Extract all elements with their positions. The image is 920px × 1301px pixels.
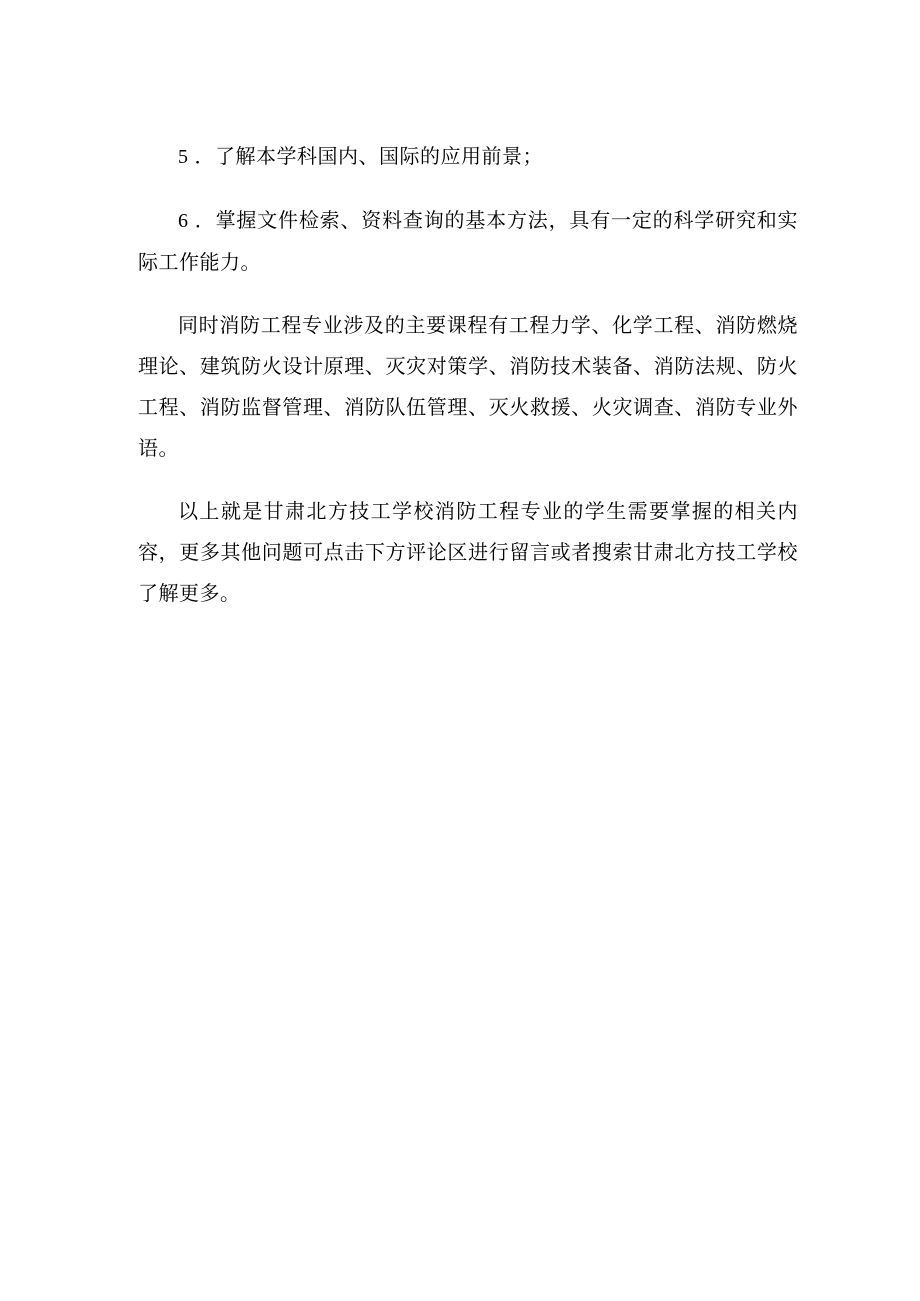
paragraph-courses: 同时消防工程专业涉及的主要课程有工程力学、化学工程、消防燃烧理论、建筑防火设计原理、灭灾对策学、消防技术装备、消防法规、防火工程、消防监督管理、消防队伍管理、灭火救援、火灾调查、消防专业外语。 — [138, 313, 798, 460]
document-body — [138, 136, 798, 614]
list-item-6 — [138, 200, 798, 283]
paragraph-conclusion: 以上就是甘肃北方技工学校消防工程专业的学生需要掌握的相关内容，更多其他问题可点击下方评论区进行留言或者搜索甘肃北方技工学校了解更多。 — [138, 499, 798, 605]
list-item-text: ．掌握文件检索、资料查询的基本方法，具有一定的科学研究和实际工作能力。 — [138, 208, 798, 274]
list-item-5 — [138, 136, 798, 178]
list-item-number: 5 — [178, 146, 189, 168]
list-item-text: ．了解本学科国内、国际的应用前景； — [194, 144, 543, 168]
list-item-number: 6 — [178, 210, 189, 232]
